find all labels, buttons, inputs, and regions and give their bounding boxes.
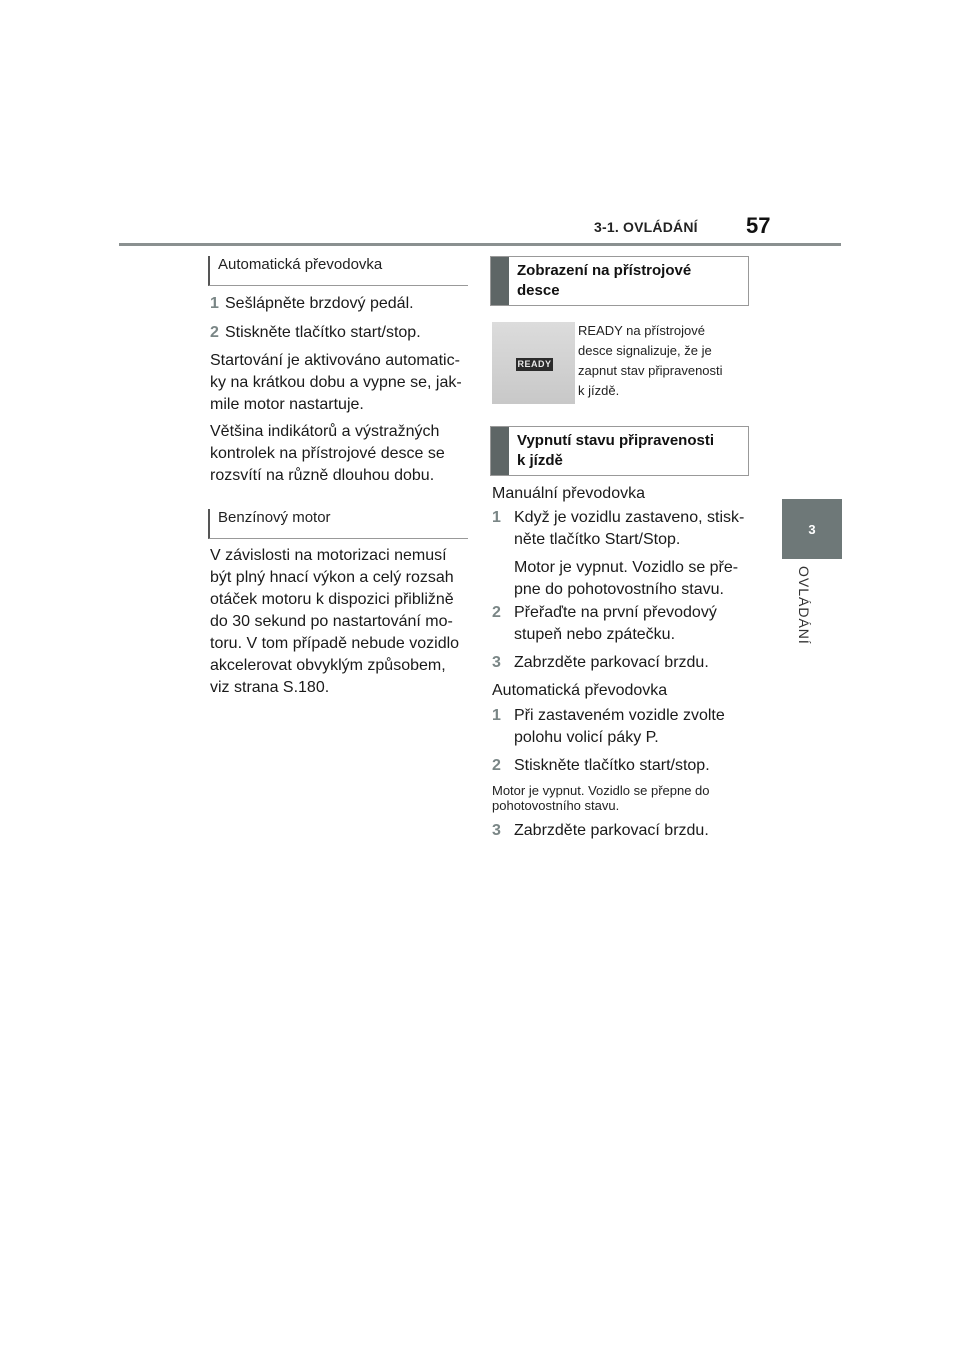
step-number: 1: [210, 295, 219, 312]
auto-step-1: [492, 705, 752, 749]
note-standby: Motor je vypnut. Vozidlo se přepne do pohotovostního stavu.: [492, 783, 710, 813]
automatic-transmission-label: Automatická převodovka: [492, 682, 668, 699]
ready-indicator-image: [492, 322, 575, 404]
manual-step-1: [492, 507, 752, 601]
manual-step-2: [492, 602, 752, 646]
step-number: 1: [492, 509, 501, 526]
step-number: 3: [492, 822, 501, 839]
step-number: 3: [492, 654, 501, 671]
auto-step-2: [492, 755, 752, 777]
ready-description: READY na přístrojové desce signalizuje, že je zapnut stav připravenosti k jízdě.: [578, 323, 723, 398]
chapter-label-text: OVLÁDÁNÍ: [796, 566, 812, 645]
step-number: 2: [210, 324, 219, 341]
section-title: 3-1. OVLÁDÁNÍ: [594, 219, 698, 235]
ready-indicator-icon: READY: [517, 359, 552, 369]
step-text: Když je vozidlu zastaveno, stisk- něte tlačítko Start/Stop. Motor je vypnut. Vozidlo se pře- pne do pohotovostního stavu.: [514, 509, 745, 598]
step-2-left: [210, 322, 472, 344]
chapter-tab: 3: [782, 499, 842, 559]
auto-step-3: [492, 820, 752, 842]
step-1-left: [210, 293, 472, 315]
step-text: Sešlápněte brzdový pedál.: [225, 295, 414, 312]
header-divider: [119, 243, 841, 246]
step-text: Při zastaveném vozidle zvolte polohu volicí páky P.: [514, 707, 725, 746]
step-text: Stiskněte tlačítko start/stop.: [514, 757, 710, 774]
subheading-petrol-text: Benzínový motor: [218, 509, 331, 526]
paragraph-startup: Startování je aktivováno automatic- ky na krátkou dobu a vypne se, jak- mile motor nastartuje.: [210, 352, 462, 413]
step-number: 2: [492, 757, 501, 774]
step-text: Zabrzděte parkovací brzdu.: [514, 822, 709, 839]
heading-dashboard-display: Zobrazení na přístrojové desce: [490, 256, 749, 306]
paragraph-indicators: Většina indikátorů a výstražných kontrolek na přístrojové desce se rozsvítí na různě dlouhou dobu.: [210, 423, 445, 484]
subheading-automatic-text: Automatická převodovka: [218, 256, 383, 273]
step-number: 2: [492, 604, 501, 621]
step-text: Stiskněte tlačítko start/stop.: [225, 324, 421, 341]
manual-transmission-label: Manuální převodovka: [492, 485, 645, 502]
manual-step-3: [492, 652, 752, 674]
heading-switch-off: Vypnutí stavu připravenosti k jízdě: [490, 426, 749, 476]
step-number: 1: [492, 707, 501, 724]
subheading-automatic: [208, 256, 468, 286]
chapter-label: [794, 566, 814, 686]
step-text: Zabrzděte parkovací brzdu.: [514, 654, 709, 671]
subheading-petrol: [208, 509, 468, 539]
paragraph-petrol: V závislosti na motorizaci nemusí být plný hnací výkon a celý rozsah otáček motoru k dispozici přibližně do 30 sekund po nastartování mo- toru. V tom případě nebude vozidlo akcelerovat obvyklým způsobem, viz strana S.180.: [210, 547, 460, 696]
step-text: Přeřaďte na první převodový stupeň nebo zpátečku.: [514, 604, 717, 643]
page-number: 57: [746, 213, 771, 238]
